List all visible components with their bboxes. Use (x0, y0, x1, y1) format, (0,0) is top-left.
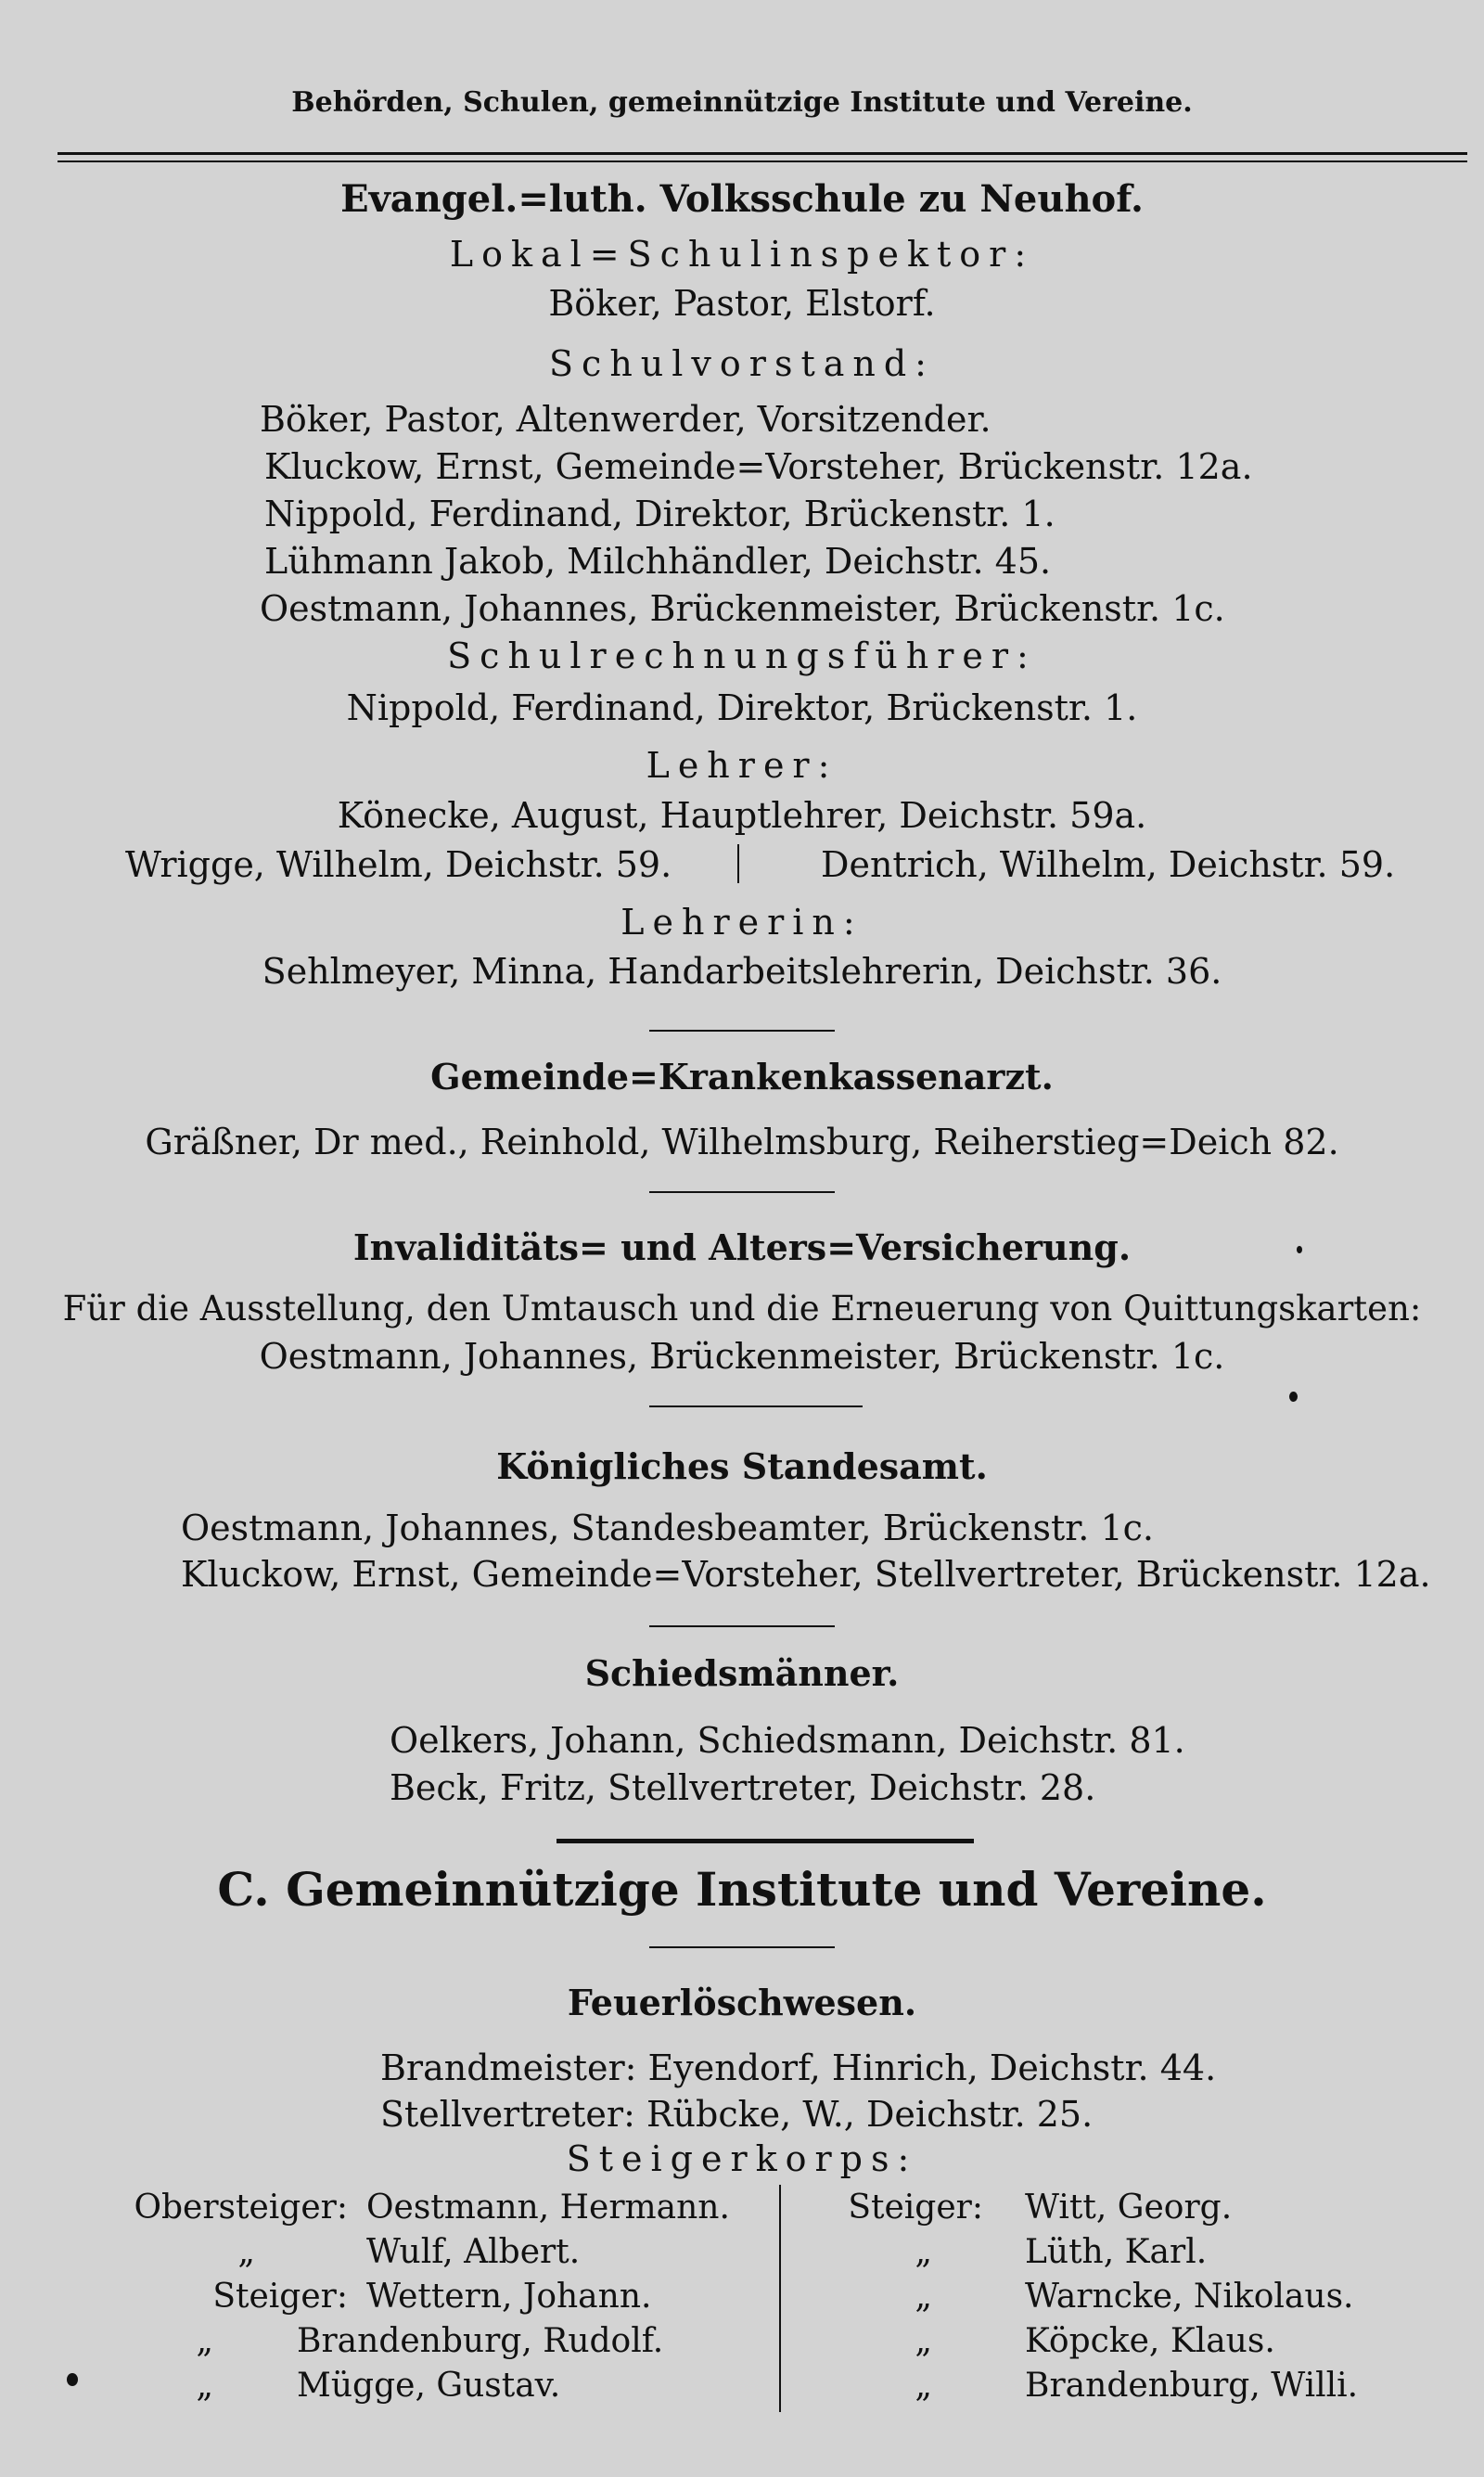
schiedsmaenner-entry: Oelkers, Johann, Schiedsmann, Deichstr. 81. (390, 1720, 1185, 1761)
steiger-name: Witt, Georg. (1025, 2188, 1233, 2227)
lehrerin-entry: Sehlmeyer, Minna, Handarbeitslehrerin, Deichstr. 36. (262, 951, 1222, 992)
header-rule-bottom (58, 160, 1467, 162)
schiedsmaenner-entry: Beck, Fritz, Stellvertreter, Deichstr. 28. (390, 1767, 1096, 1808)
vorstand-entry: Böker, Pastor, Altenwerder, Vorsitzender. (260, 399, 991, 440)
section-c-title: C. Gemeinnützige Institute und Vereine. (217, 1862, 1267, 1917)
steiger-name: Lüth, Karl. (1025, 2233, 1208, 2271)
header-rule-top (58, 152, 1467, 155)
section-divider (649, 1946, 835, 1948)
steiger-role: Obersteiger: (134, 2188, 348, 2227)
rechnung-entry: Nippold, Ferdinand, Direktor, Brückenstr. 1. (346, 687, 1138, 728)
inspektor-entry: Böker, Pastor, Elstorf. (548, 283, 936, 324)
krankenkasse-entry: Gräßner, Dr med., Reinhold, Wilhelmsburg, Reiherstieg=Deich 82. (145, 1122, 1339, 1162)
invaliditaet-title: Invaliditäts= und Alters=Versicherung. (352, 1226, 1132, 1268)
section-divider (649, 1030, 835, 1032)
steiger-role: „ (915, 2322, 932, 2360)
steiger-role: „ (196, 2367, 213, 2405)
steigerkorps-label: Steigerkorps: (566, 2138, 918, 2179)
standesamt-title: Königliches Standesamt. (496, 1445, 988, 1487)
section-divider (649, 1191, 835, 1193)
steiger-name: Brandenburg, Rudolf. (297, 2322, 664, 2360)
krankenkasse-title: Gemeinde=Krankenkassenarzt. (430, 1056, 1054, 1097)
inspektor-label: Lokal=Schulinspektor: (449, 234, 1035, 275)
feuerloesch-title: Feuerlöschwesen. (567, 1982, 917, 2023)
brandmeister-entry: Brandmeister: Eyendorf, Hinrich, Deichstr. 44. (380, 2047, 1217, 2088)
vorstand-entry: Kluckow, Ernst, Gemeinde=Vorsteher, Brückenstr. 12a. (264, 446, 1253, 487)
ink-blot (1297, 1246, 1302, 1253)
volksschule-title: Evangel.=luth. Volksschule zu Neuhof. (340, 177, 1144, 221)
steiger-role: „ (196, 2322, 213, 2360)
lehrer-left-entry: Wrigge, Wilhelm, Deichstr. 59. (125, 844, 672, 885)
column-divider (779, 2185, 781, 2412)
lehrerin-label: Lehrerin: (620, 902, 864, 943)
vorstand-label: Schulvorstand: (549, 343, 935, 384)
standesamt-entry: Kluckow, Ernst, Gemeinde=Vorsteher, Stellvertreter, Brückenstr. 12a. (181, 1554, 1431, 1595)
ink-blot (67, 2373, 78, 2386)
steiger-name: Mügge, Gustav. (297, 2367, 561, 2405)
standesamt-entry: Oestmann, Johannes, Standesbeamter, Brückenstr. 1c. (181, 1508, 1154, 1548)
lehrer-label: Lehrer: (646, 745, 838, 786)
vorstand-entry: Oestmann, Johannes, Brückenmeister, Brückenstr. 1c. (260, 588, 1225, 629)
column-divider (737, 844, 739, 883)
vorstand-entry: Nippold, Ferdinand, Direktor, Brückenstr. 1. (264, 494, 1055, 534)
stellvertreter-entry: Stellvertreter: Rübcke, W., Deichstr. 25. (380, 2094, 1094, 2135)
section-divider (649, 1625, 835, 1627)
lehrer-main-entry: Könecke, August, Hauptlehrer, Deichstr. 59a. (337, 795, 1147, 836)
steiger-name: Köpcke, Klaus. (1025, 2322, 1275, 2360)
steiger-role: „ (237, 2233, 255, 2271)
running-header: Behörden, Schulen, gemeinnützige Institute und Vereine. (291, 86, 1193, 119)
steiger-role: „ (915, 2367, 932, 2405)
steiger-name: Wulf, Albert. (366, 2233, 581, 2271)
steiger-role: „ (915, 2233, 932, 2271)
invaliditaet-line-1: Für die Ausstellung, den Umtausch und die Erneuerung von Quittungskarten: (62, 1289, 1422, 1328)
major-divider (556, 1839, 974, 1843)
invaliditaet-line-2: Oestmann, Johannes, Brückenmeister, Brückenstr. 1c. (259, 1336, 1225, 1377)
steiger-name: Oestmann, Hermann. (366, 2188, 730, 2227)
steiger-role: Steiger: (212, 2278, 348, 2316)
steiger-name: Wettern, Johann. (366, 2278, 652, 2316)
ink-blot (1289, 1392, 1298, 1402)
steiger-role: „ (915, 2278, 932, 2316)
rechnung-label: Schulrechnungsführer: (447, 635, 1037, 676)
vorstand-entry: Lühmann Jakob, Milchhändler, Deichstr. 45. (264, 541, 1052, 582)
steiger-name: Brandenburg, Willi. (1025, 2367, 1359, 2405)
steiger-name: Warncke, Nikolaus. (1025, 2278, 1354, 2316)
schiedsmaenner-title: Schiedsmänner. (584, 1652, 900, 1694)
section-divider (649, 1405, 863, 1407)
lehrer-right-entry: Dentrich, Wilhelm, Deichstr. 59. (821, 844, 1396, 885)
steiger-role: Steiger: (848, 2188, 983, 2227)
